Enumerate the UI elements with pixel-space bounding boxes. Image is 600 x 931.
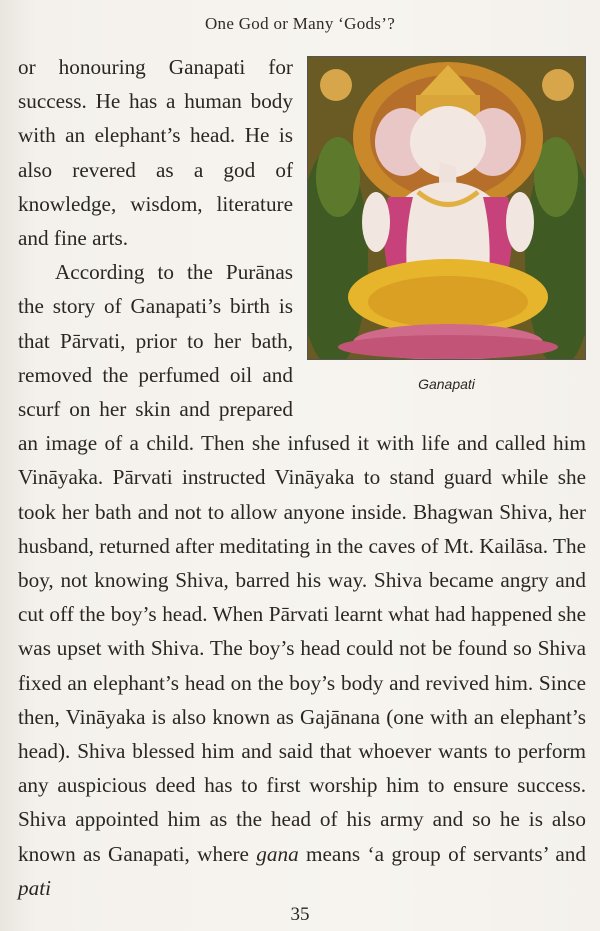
italic-gana: gana xyxy=(256,841,299,866)
italic-pati: pati xyxy=(18,875,51,900)
page-number: 35 xyxy=(290,904,310,925)
body-text xyxy=(18,50,586,905)
running-head: One God or Many ‘Gods’? xyxy=(204,14,396,33)
paragraph-2-text-b: means ‘a group of servants’ and xyxy=(298,841,586,866)
paragraph-2-text-a: According to the Purānas the story of Ganapati’s birth is that Pārvati, prior to her bath, removed the perfumed oil and scurf on her skin and prepared an image of a child. Then she infused it with life and called him Vināyaka. Pārvati instructed Vināyaka to stand guard while she took her bath and not to allow anyone inside. Bhagwan Shiva, her husband, returned after meditating in the caves of Mt. Kailāsa. The boy, not knowing Shiva, barred his way. Shiva became angry and cut off the boy’s head. When Pārvati learnt what had happened she was upset with Shiva. The boy’s head could not be found so Shiva fixed an elephant’s head on the boy’s body and revived him. Since then, Vināyaka is also known as Gajānana (one with an elephant’s head). Shiva blessed him and said that whoever wants to perform any auspicious deed has to first worship him to ensure success. Shiva appointed him as the head of his army and so he is also known as Ganapati, where xyxy=(18,260,586,866)
figure-caption: Ganapati xyxy=(418,376,475,392)
paragraph-1: or honouring Ganapati for success. He has a human body with an elephant’s head. He is also revered as a god of knowledge, wisdom, literature and fine arts. xyxy=(18,55,293,251)
ganapati-image xyxy=(307,56,586,360)
figure xyxy=(307,56,586,401)
